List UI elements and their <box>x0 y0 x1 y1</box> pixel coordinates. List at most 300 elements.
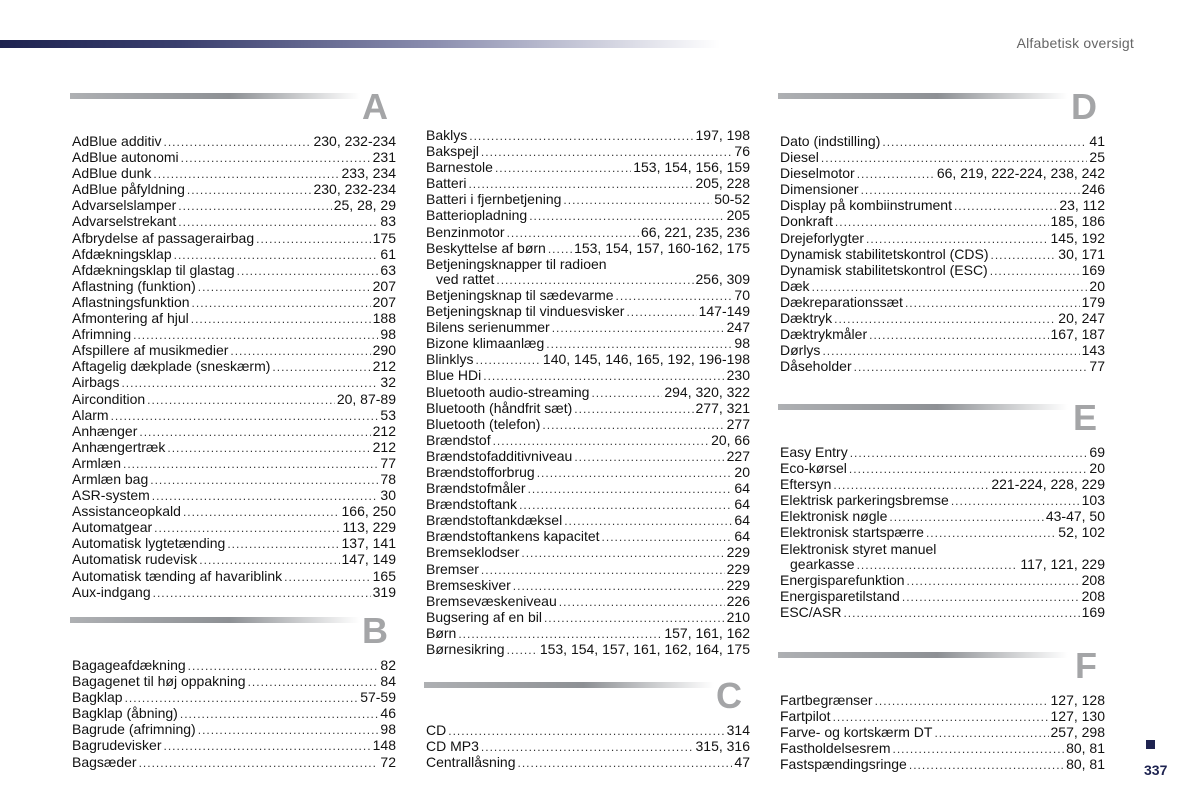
index-term: Bluetooth (telefon) <box>426 415 541 432</box>
dot-leader <box>835 215 1049 230</box>
index-term: Elektronisk nøgle <box>780 508 888 525</box>
index-entry <box>72 552 396 568</box>
index-entry <box>426 610 750 626</box>
dot-leader <box>178 199 331 214</box>
dot-leader <box>954 199 1057 214</box>
index-term: Bremser <box>426 560 479 577</box>
index-term: Afrimning <box>72 326 132 343</box>
section-bar <box>70 93 360 99</box>
index-term: Anhængertræk <box>72 438 166 455</box>
dot-leader <box>529 209 724 224</box>
index-entry <box>426 497 750 513</box>
index-entry <box>426 352 750 368</box>
page-reference: 153, 154, 156, 159 <box>633 159 750 176</box>
dot-leader <box>147 393 335 408</box>
index-entry <box>426 144 750 160</box>
index-term: gearkasse <box>790 555 855 572</box>
index-entry <box>780 327 1105 343</box>
index-term: AdBlue additiv <box>72 133 162 149</box>
index-term: CD <box>426 722 447 738</box>
index-entry <box>72 722 396 738</box>
page-reference: 246 <box>1081 181 1105 198</box>
index-entry <box>426 513 750 529</box>
dot-leader <box>174 248 379 263</box>
section-header <box>780 86 1105 137</box>
index-entry <box>426 208 750 224</box>
index-entry <box>426 562 750 578</box>
index-entry <box>426 225 750 241</box>
index-entry <box>780 557 1105 573</box>
index-entry <box>780 295 1105 311</box>
dot-leader <box>152 489 379 504</box>
dot-leader <box>495 161 631 176</box>
index-term: Alarm <box>72 406 109 423</box>
dot-leader <box>153 586 371 601</box>
index-term: Fastholdelsesrem <box>780 740 891 757</box>
index-term: Aux-indgang <box>72 583 151 600</box>
index-entry <box>72 504 396 520</box>
page-reference: 147-149 <box>698 303 750 320</box>
page-reference: 137, 141 <box>341 535 396 552</box>
dot-leader <box>990 264 1080 279</box>
index-term: Bluetooth (håndfrit sæt) <box>426 399 573 416</box>
page-reference: 46 <box>380 705 396 722</box>
index-term: Elektronisk styret manuel <box>780 540 937 557</box>
dot-leader <box>513 579 725 594</box>
index-entry <box>426 385 750 401</box>
page-reference: 221-224, 228, 229 <box>991 476 1105 493</box>
dot-leader <box>133 328 378 343</box>
dot-leader <box>448 724 724 739</box>
index-term: Blinklys <box>426 351 474 368</box>
dot-leader <box>187 183 312 198</box>
index-term: Afspillere af musikmedier <box>72 342 229 359</box>
dot-leader <box>493 434 709 449</box>
index-term: Anhænger <box>72 422 138 439</box>
index-term: Advarselstrekant <box>72 213 177 230</box>
index-entry <box>426 304 750 320</box>
index-term: Bagageafdækning <box>72 657 186 673</box>
dot-leader <box>542 418 724 433</box>
index-term: Brændstoftankdæksel <box>426 512 563 529</box>
index-entry <box>426 642 750 658</box>
index-term: Bagrudevisker <box>72 737 162 754</box>
dot-leader <box>199 553 339 568</box>
index-term: Dynamisk stabilitetskontrol (ESC) <box>780 261 988 278</box>
index-term: Automatgear <box>72 519 153 536</box>
page-reference: 153, 154, 157, 160-162, 175 <box>574 239 750 256</box>
section-letter: C <box>716 675 742 716</box>
dot-leader <box>519 498 732 513</box>
page-reference: 52, 102 <box>1058 524 1105 541</box>
index-entry <box>72 536 396 552</box>
index-entry <box>780 493 1105 509</box>
dot-leader <box>875 694 1049 709</box>
dot-leader <box>893 742 1065 757</box>
index-term: Bizone klimaanlæg <box>426 335 545 352</box>
index-entry <box>426 626 750 642</box>
dot-leader <box>178 215 378 230</box>
dot-leader <box>548 242 572 257</box>
dot-leader <box>843 606 1079 621</box>
index-term: Bremseklodser <box>426 544 520 561</box>
dot-leader <box>616 289 733 304</box>
index-term: Centrallåsning <box>426 754 516 771</box>
index-entry <box>72 456 396 472</box>
dot-leader <box>909 758 1064 773</box>
page-reference: 212 <box>372 422 396 439</box>
section-bar <box>778 652 1068 658</box>
page-reference: 185, 186 <box>1050 213 1105 230</box>
page-reference: 175 <box>372 229 396 246</box>
dot-leader <box>481 740 694 755</box>
section-letter: A <box>362 86 388 127</box>
page-reference: 277 <box>726 415 750 432</box>
dot-leader <box>905 296 1080 311</box>
index-term: ASR-system <box>72 487 150 504</box>
index-term: Armlæn <box>72 454 122 471</box>
index-entry <box>72 166 396 182</box>
dot-leader <box>563 193 712 208</box>
page-reference: 231 <box>372 149 396 166</box>
index-entry <box>780 198 1105 214</box>
dot-leader <box>902 590 1080 605</box>
dot-leader <box>164 135 312 150</box>
dot-leader <box>591 386 662 401</box>
dot-leader <box>272 360 370 375</box>
index-term: ESC/ASR <box>780 603 842 620</box>
dot-leader <box>481 145 733 160</box>
index-term: Batteri i fjernbetjening <box>426 191 562 208</box>
dot-leader <box>125 691 359 706</box>
index-entry <box>72 392 396 408</box>
dot-leader <box>528 482 733 497</box>
page-reference: 226 <box>726 592 750 609</box>
page-reference: 169 <box>1081 603 1105 620</box>
index-entry <box>426 594 750 610</box>
index-entry <box>426 272 750 288</box>
dot-leader <box>850 446 1088 461</box>
index-term: Brændstofmåler <box>426 480 526 497</box>
page-reference: 30 <box>380 487 396 504</box>
dot-leader <box>518 756 733 771</box>
index-term: Aflastningsfunktion <box>72 293 190 310</box>
index-term: Dæktryk <box>780 310 833 327</box>
dot-leader <box>552 321 725 336</box>
page-number: 337 <box>1144 762 1168 778</box>
page-reference: 43-47, 50 <box>1045 508 1105 525</box>
index-term: Barnestole <box>426 159 493 176</box>
index-entry <box>426 160 750 176</box>
index-entries <box>72 658 396 771</box>
dot-leader <box>833 710 1049 725</box>
dot-leader <box>574 402 693 417</box>
dot-leader <box>822 344 1079 359</box>
index-entry <box>426 401 750 417</box>
index-term: Fastspændingsringe <box>780 756 907 773</box>
page-reference: 257, 298 <box>1050 724 1105 741</box>
index-term: Bagklap <box>72 689 123 706</box>
index-entry <box>426 465 750 481</box>
index-entry <box>72 408 396 424</box>
page-reference: 315, 316 <box>695 738 750 755</box>
index-term: Aftagelig dækplade (sneskærm) <box>72 358 271 375</box>
index-term: Aflastning (funktion) <box>72 277 196 294</box>
dot-leader <box>834 312 1056 327</box>
index-entry <box>72 569 396 585</box>
index-term: Batteri <box>426 175 467 192</box>
index-section-f <box>780 645 1105 773</box>
index-term: Donkraft <box>780 213 833 230</box>
page-reference: 319 <box>372 583 396 600</box>
page-reference: 70 <box>734 286 750 303</box>
page-reference: 20 <box>1089 277 1105 294</box>
index-term: Assistanceopkald <box>72 503 181 520</box>
page-reference: 210 <box>726 608 750 625</box>
page-reference: 80, 81 <box>1066 756 1105 773</box>
index-entry <box>780 542 1105 557</box>
index-entry <box>72 198 396 214</box>
index-entry <box>72 295 396 311</box>
index-term: Bakspejl <box>426 143 479 160</box>
index-entry <box>780 709 1105 725</box>
dot-leader <box>230 344 370 359</box>
page-reference: 117, 121, 229 <box>1020 555 1105 572</box>
index-term: Fartpilot <box>780 708 831 725</box>
page-reference: 290 <box>372 342 396 359</box>
page-reference: 207 <box>372 277 396 294</box>
dot-leader <box>907 574 1080 589</box>
dot-leader <box>181 151 371 166</box>
page-reference: 205, 228 <box>695 175 750 192</box>
index-entry <box>780 214 1105 230</box>
index-section-e <box>780 397 1105 621</box>
index-term: Børnesikring <box>426 641 505 657</box>
dot-leader <box>849 462 1088 477</box>
dot-leader <box>111 409 379 424</box>
page-reference: 98 <box>734 335 750 352</box>
dot-leader <box>469 129 693 144</box>
dot-leader <box>153 167 339 182</box>
index-term: Betjeningsknapper til radioen <box>426 255 607 272</box>
index-entry <box>72 755 396 771</box>
index-entry <box>72 279 396 295</box>
page-reference: 77 <box>1089 358 1105 375</box>
dot-leader <box>559 595 725 610</box>
page-reference: 82 <box>380 657 396 673</box>
dot-leader <box>481 563 725 578</box>
index-term: Brændstofadditivniveau <box>426 447 573 464</box>
section-header <box>780 397 1105 448</box>
index-entry <box>780 231 1105 247</box>
index-term: Batteriopladning <box>426 207 528 224</box>
index-entry <box>780 509 1105 525</box>
section-bar <box>778 93 1068 99</box>
section-letter: B <box>362 610 388 651</box>
page-reference: 83 <box>380 213 396 230</box>
page-reference: 148 <box>372 737 396 754</box>
page-reference: 127, 130 <box>1050 708 1105 725</box>
page-reference: 153, 154, 157, 161, 162, 164, 175 <box>539 641 750 657</box>
dot-leader <box>164 739 371 754</box>
page-reference: 64 <box>734 528 750 545</box>
page-reference: 230, 232-234 <box>313 181 396 198</box>
dot-leader <box>121 376 378 391</box>
page-reference: 66, 221, 235, 236 <box>641 223 750 240</box>
section-letter: D <box>1071 86 1097 127</box>
dot-leader <box>866 232 1048 247</box>
page-reference: 256, 309 <box>695 270 750 287</box>
index-term: Afmontering af hjul <box>72 310 189 327</box>
index-entry <box>72 182 396 198</box>
page-reference: 230 <box>726 367 750 384</box>
page-reference: 143 <box>1081 342 1105 359</box>
page-reference: 20, 87-89 <box>336 390 396 407</box>
page-reference: 229 <box>726 544 750 561</box>
index-entry <box>780 247 1105 263</box>
index-entry <box>780 166 1105 182</box>
dot-leader <box>833 478 989 493</box>
page-reference: 47 <box>734 754 750 771</box>
page-reference: 277, 321 <box>695 399 750 416</box>
dot-leader <box>468 177 693 192</box>
index-entry <box>780 263 1105 279</box>
page-reference: 147, 149 <box>341 551 396 568</box>
dot-leader <box>934 726 1048 741</box>
page-reference: 157, 161, 162 <box>664 624 750 641</box>
section-bar <box>70 617 360 623</box>
index-entry <box>780 311 1105 327</box>
index-entry <box>72 706 396 722</box>
index-term: Drejeforlygter <box>780 229 865 246</box>
page-reference: 64 <box>734 512 750 529</box>
index-term: Airbags <box>72 374 120 391</box>
index-term: Bugsering af en bil <box>426 608 542 625</box>
index-entry <box>780 359 1105 375</box>
page-reference: 84 <box>380 673 396 690</box>
index-entry <box>426 449 750 465</box>
page-reference: 208 <box>1081 587 1105 604</box>
index-entry <box>426 176 750 192</box>
index-entry <box>780 573 1105 589</box>
page-reference: 80, 81 <box>1066 740 1105 757</box>
dot-leader <box>861 183 1080 198</box>
index-term: CD MP3 <box>426 738 479 755</box>
dot-leader <box>167 441 370 456</box>
dot-leader <box>821 151 1088 166</box>
index-term: Dato (indstilling) <box>780 133 881 149</box>
dot-leader <box>139 425 370 440</box>
index-term: Dynamisk stabilitetskontrol (CDS) <box>780 245 989 262</box>
index-term: Easy Entry <box>780 444 848 460</box>
index-entry <box>426 288 750 304</box>
dot-leader <box>256 232 371 247</box>
page-reference: 50-52 <box>714 191 750 208</box>
page-reference: 76 <box>734 143 750 160</box>
page-reference: 57-59 <box>360 689 396 706</box>
index-term: Dimensioner <box>780 181 859 198</box>
index-entry <box>426 755 750 771</box>
page-reference: 103 <box>1081 492 1105 509</box>
dot-leader <box>991 248 1057 263</box>
index-entry <box>72 150 396 166</box>
page-reference: 78 <box>380 470 396 487</box>
page-reference: 53 <box>380 406 396 423</box>
index-entry <box>72 359 396 375</box>
page-reference: 66, 219, 222-224, 238, 242 <box>936 165 1105 182</box>
index-entry <box>426 545 750 561</box>
dot-leader <box>496 273 693 288</box>
index-term: Betjeningsknap til sædevarme <box>426 286 614 303</box>
dot-leader <box>458 627 662 642</box>
index-term: Dæktrykmåler <box>780 326 868 343</box>
index-term: Eco-kørsel <box>780 460 847 477</box>
section-bar <box>778 404 1068 410</box>
index-entry <box>426 241 750 257</box>
dot-leader <box>544 611 725 626</box>
page-reference: 98 <box>380 326 396 343</box>
dot-leader <box>521 546 724 561</box>
index-entries <box>426 128 750 658</box>
index-term: Automatisk tænding af havariblink <box>72 567 283 584</box>
dot-leader <box>602 530 733 545</box>
dot-leader <box>284 570 371 585</box>
dot-leader <box>183 505 340 520</box>
index-term: Bagsæder <box>72 753 137 770</box>
index-entry <box>72 214 396 230</box>
page-reference: 166, 250 <box>341 503 396 520</box>
page-reference: 127, 128 <box>1050 692 1105 708</box>
page-reference: 41 <box>1089 133 1105 149</box>
dot-leader <box>198 280 371 295</box>
index-term: Dørlys <box>780 342 821 359</box>
index-entry <box>72 327 396 343</box>
page-reference: 314 <box>726 722 750 738</box>
page-header-title: Alfabetisk oversigt <box>1016 35 1134 51</box>
index-term: Brændstoftankens kapacitet <box>426 528 600 545</box>
page-reference: 23, 112 <box>1059 197 1105 214</box>
page-reference: 188 <box>372 310 396 327</box>
index-term: Baklys <box>426 127 468 143</box>
index-term: Betjeningsknap til vinduesvisker <box>426 303 625 320</box>
index-term: Advarselslamper <box>72 197 177 214</box>
index-term: Afdækningsklap til glastag <box>72 261 235 278</box>
index-entry <box>780 182 1105 198</box>
index-term: AdBlue dunk <box>72 165 152 182</box>
page-reference: 20, 247 <box>1058 310 1105 327</box>
index-term: Diesel <box>780 149 819 166</box>
index-entry <box>780 605 1105 621</box>
section-bar <box>424 682 714 688</box>
index-entry <box>780 741 1105 757</box>
index-term: Elektronisk startspærre <box>780 524 924 541</box>
index-section-a <box>72 86 396 601</box>
index-term: Display på kombiinstrument <box>780 197 952 214</box>
page-reference: 205 <box>726 207 750 224</box>
page-reference: 207 <box>372 293 396 310</box>
page-reference: 20 <box>734 463 750 480</box>
corner-square-marker <box>1146 740 1155 749</box>
index-entry <box>426 336 750 352</box>
index-entry <box>426 481 750 497</box>
index-term: Elektrisk parkeringsbremse <box>780 492 949 509</box>
index-entry <box>780 477 1105 493</box>
index-term: Bremseskiver <box>426 576 511 593</box>
index-entry <box>780 589 1105 605</box>
dot-leader <box>889 510 1043 525</box>
index-entry <box>72 424 396 440</box>
index-term: Fartbegrænser <box>780 692 873 708</box>
